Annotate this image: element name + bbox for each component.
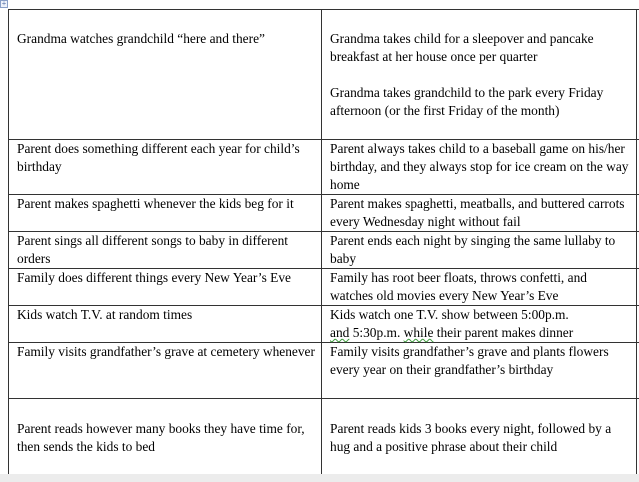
table-row (9, 399, 639, 477)
table-cell (9, 343, 322, 399)
cell-text: Parent reads kids 3 books every night, followed by a hug and a positive phrase about their child (330, 420, 612, 454)
cell-text: Family visits grandfather’s grave and plants flowers every year on their grandfather’s birthday (330, 344, 609, 377)
cell-text: their parent makes dinner (433, 325, 574, 340)
cell-text: Grandma takes child for a sleepover and pancake breakfast at her house once per quarter (330, 31, 594, 64)
cell-text: Parent sings all different songs to baby in different orders (17, 233, 288, 266)
cell-text: Parent reads however many books they have time for, then sends the kids to bed (17, 420, 305, 454)
table-cell (9, 306, 322, 343)
cell-text: Parent ends each night by singing the same lullaby to baby (330, 233, 616, 266)
cell-text: Family does different things every New Year’s Eve (17, 270, 291, 285)
cell-text: Family visits grandfather’s grave at cemetery whenever (17, 344, 315, 359)
table-row (9, 140, 639, 195)
cell-text: Grandma takes grandchild to the park every Friday afternoon (or the first Friday of the month) (330, 85, 604, 118)
table-cell (9, 269, 322, 306)
cell-text: Parent does something different each year for child’s birthday (17, 141, 300, 174)
cell-text: Kids watch one T.V. show between 5:00p.m. (330, 307, 569, 322)
table-cell (9, 195, 322, 232)
table-cell (9, 10, 322, 140)
spellcheck-word: and (330, 325, 350, 340)
rituals-table (8, 9, 639, 477)
table-row (9, 10, 639, 140)
table-cell (322, 269, 637, 306)
table-cell (322, 399, 637, 477)
cell-text: 5:30p.m. (349, 325, 404, 340)
cell-text: Grandma watches grandchild “here and there” (17, 31, 265, 46)
table-cell (322, 232, 637, 269)
table-cell (322, 343, 637, 399)
table-cell (322, 140, 637, 195)
spellcheck-word: while (403, 325, 434, 340)
cell-text: Parent makes spaghetti whenever the kids beg for it (17, 196, 294, 211)
table-row (9, 306, 639, 343)
table-row (9, 232, 639, 269)
cell-text: Parent makes spaghetti, meatballs, and buttered carrots every Wednesday night without fail (330, 196, 625, 229)
table-row (9, 195, 639, 232)
table-cell (9, 232, 322, 269)
cell-text: Parent always takes child to a baseball game on his/her birthday, and they always stop for ice cream on the way home (330, 141, 629, 192)
table-row (9, 343, 639, 399)
table-cell (9, 140, 322, 195)
table-row (9, 269, 639, 306)
cell-text: Family has root beer floats, throws confetti, and watches old movies every New Year’s Eve (330, 270, 587, 303)
table-cell (9, 399, 322, 477)
table-move-handle-icon[interactable]: + (1, 0, 7, 8)
table-cell (322, 195, 637, 232)
page-bottom-edge (0, 474, 639, 482)
cell-text: Kids watch T.V. at random times (17, 307, 193, 322)
table-cell (322, 10, 637, 140)
table-cell (322, 306, 637, 343)
